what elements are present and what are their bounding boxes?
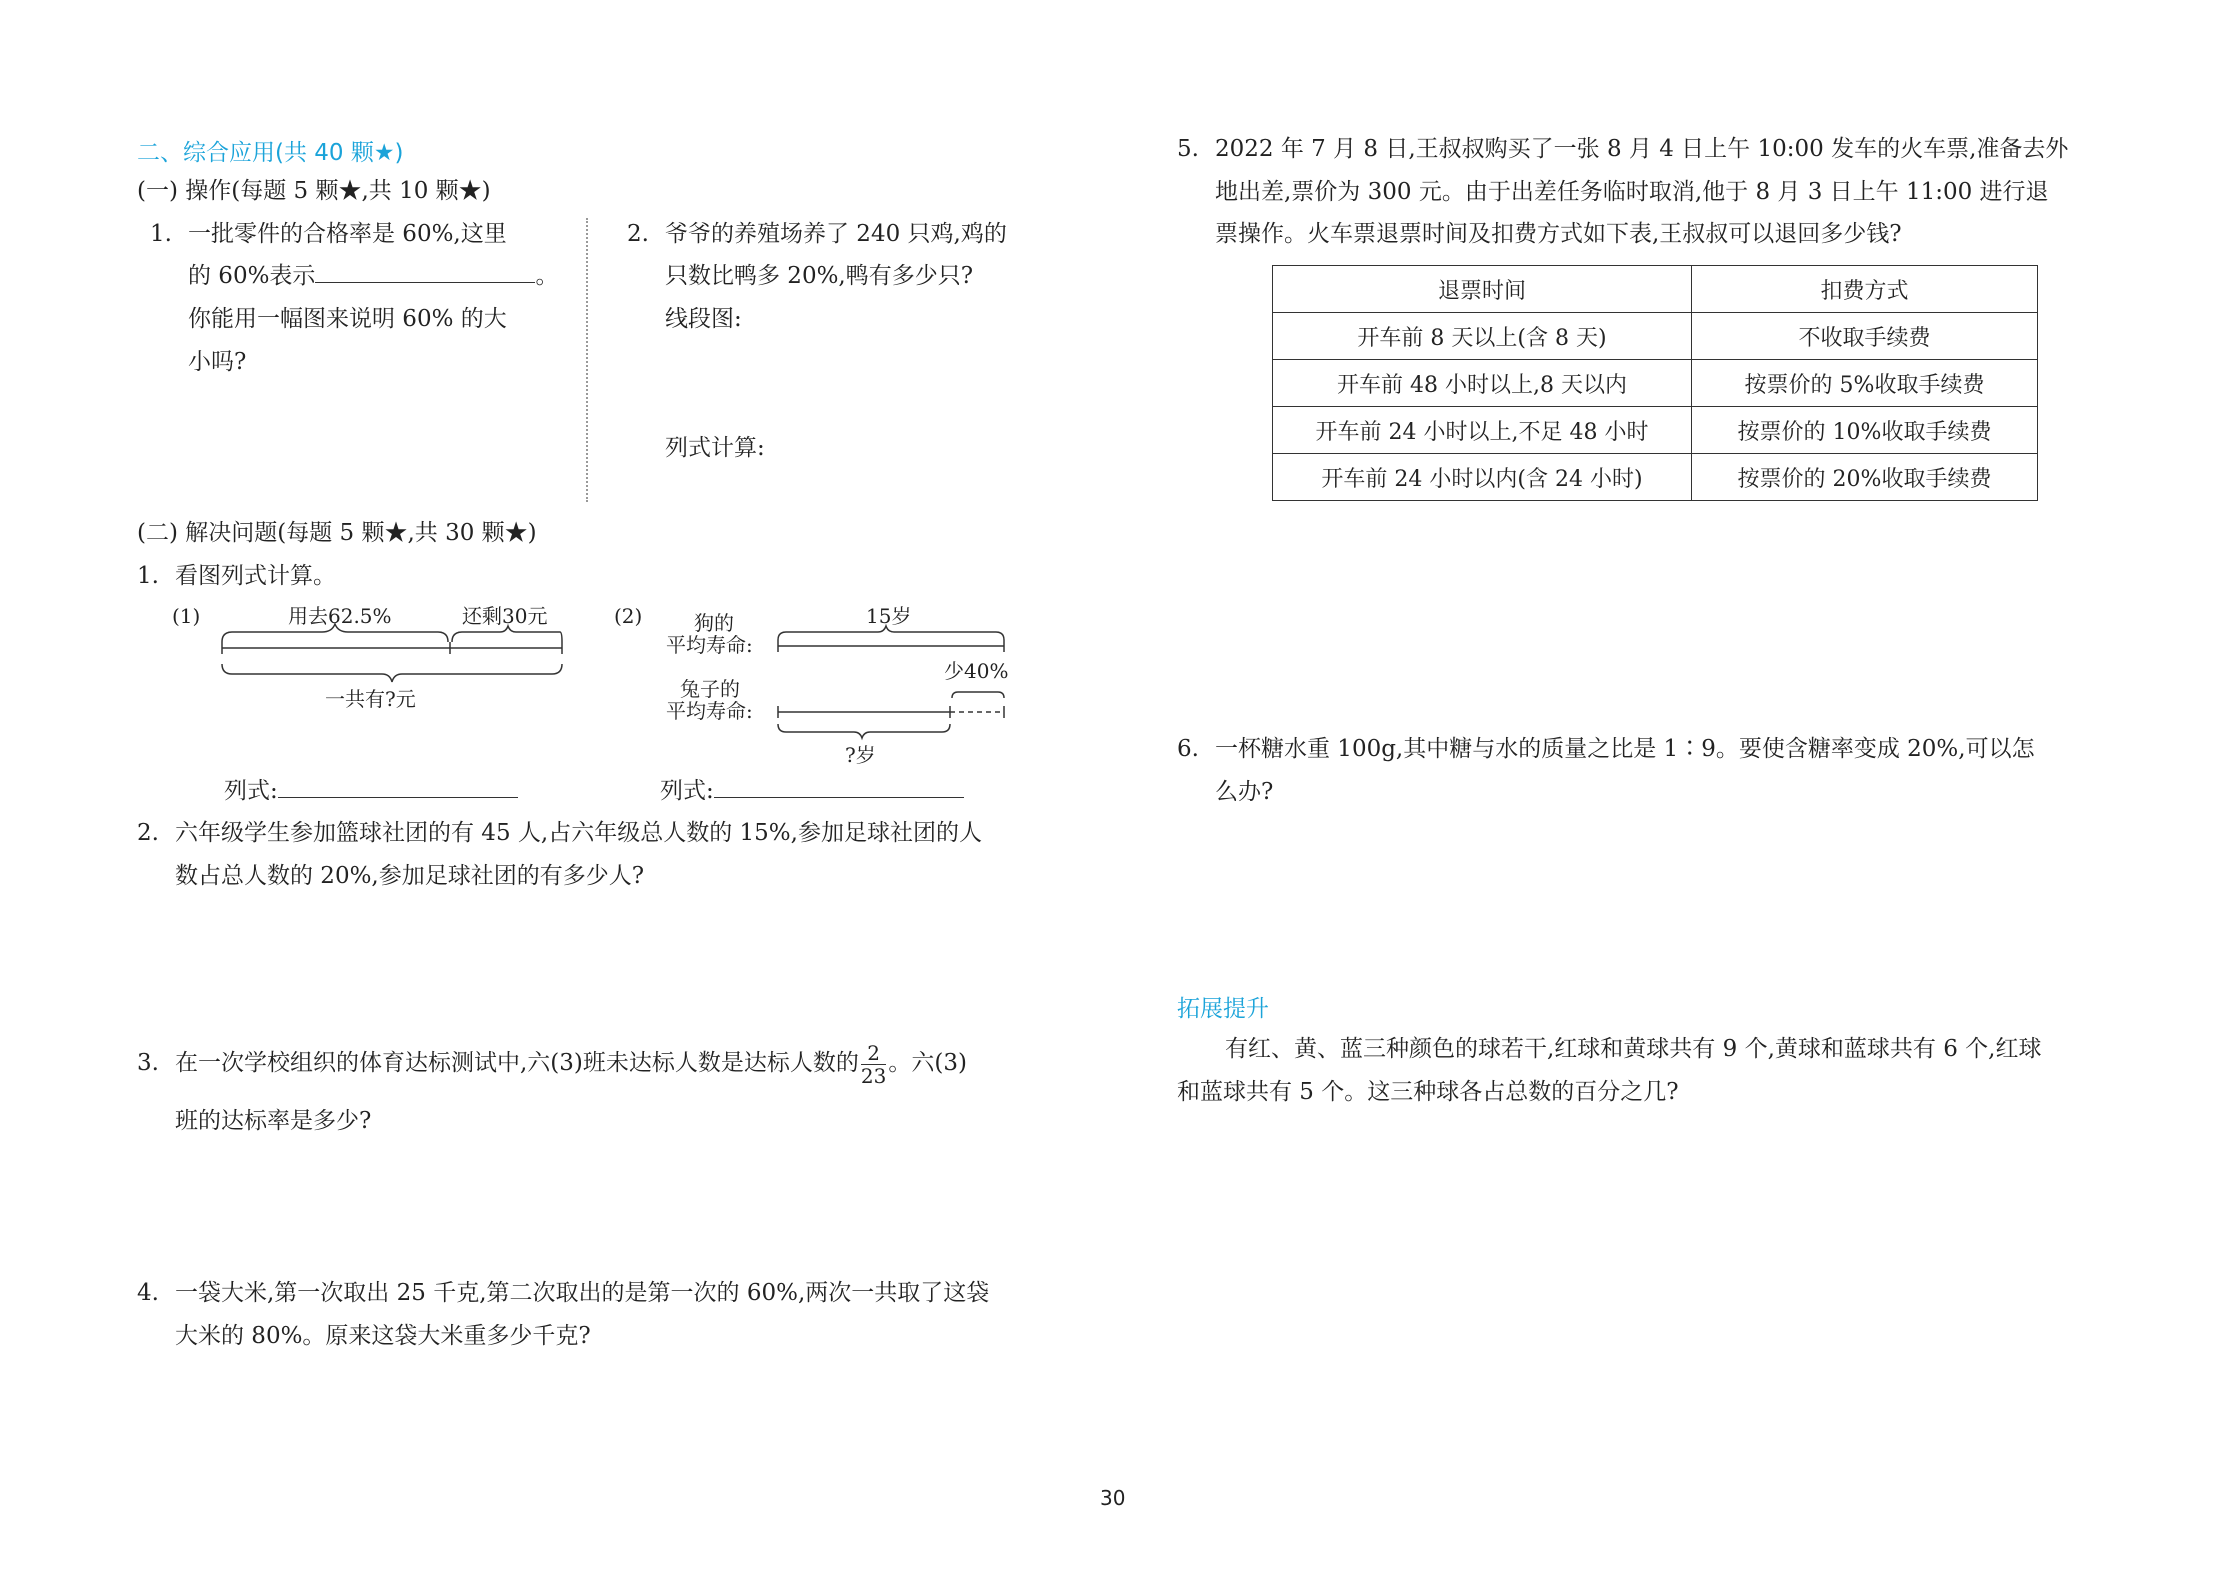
table-cell: 开车前 8 天以上(含 8 天)	[1273, 313, 1692, 360]
q1-line2-end: 。	[535, 263, 559, 289]
q2-line2: 只数比鸭多 20%,鸭有多少只?	[665, 263, 974, 289]
p5-line3: 票操作。火车票退票时间及扣费方式如下表,王叔叔可以退回多少钱?	[1215, 221, 1902, 247]
p6-line2: 么办?	[1215, 779, 1274, 805]
section-title: 二、综合应用(共 40 颗★)	[137, 140, 404, 166]
rabbit-label-2: 平均寿命:	[666, 699, 753, 723]
table-row	[1273, 360, 2038, 407]
diagram1-total-label: 一共有?元	[325, 687, 416, 711]
p5-line1: 2022 年 7 月 8 日,王叔叔购买了一张 8 月 4 日上午 10:00 发车的火车票,准备去外	[1215, 136, 2069, 162]
q2-line4: 列式计算:	[665, 435, 765, 461]
table-header-cell: 退票时间	[1273, 266, 1692, 313]
p6-number: 6.	[1177, 736, 1199, 762]
q1-line2-text: 的 60%表示	[188, 263, 316, 289]
q1-number: 1.	[150, 221, 172, 247]
fraction	[861, 1042, 886, 1087]
table-cell: 不收取手续费	[1692, 313, 2038, 360]
q2-line3: 线段图:	[665, 306, 742, 332]
brace-dog	[778, 626, 1004, 640]
ext-line2: 和蓝球共有 5 个。这三种球各占总数的百分之几?	[1177, 1079, 1679, 1105]
brace-left	[452, 626, 562, 642]
formula-label-1: 列式:	[224, 778, 278, 804]
fraction-numerator: 2	[861, 1042, 886, 1065]
table-header-row	[1273, 266, 2038, 313]
q2-number: 2.	[627, 221, 649, 247]
p3-line1-text: 在一次学校组织的体育达标测试中,六(3)班未达标人数是达标人数的	[175, 1050, 859, 1076]
q1-answer-blank[interactable]	[315, 264, 535, 283]
diagram1-left-label: 还剩30元	[462, 604, 548, 628]
table-cell: 开车前 48 小时以上,8 天以内	[1273, 360, 1692, 407]
table-cell: 按票价的 5%收取手续费	[1692, 360, 2038, 407]
formula-label-2: 列式:	[660, 778, 714, 804]
table-row	[1273, 407, 2038, 454]
brace-total	[222, 664, 562, 682]
p6-line1: 一杯糖水重 100g,其中糖与水的质量之比是 1∶9。要使含糖率变成 20%,可以怎	[1215, 736, 2035, 762]
ext-line1: 有红、黄、蓝三种颜色的球若干,红球和黄球共有 9 个,黄球和蓝球共有 6 个,红球	[1225, 1036, 2042, 1062]
extension-title: 拓展提升	[1177, 996, 1269, 1022]
brace-rabbit	[778, 724, 950, 738]
q1-line3: 你能用一幅图来说明 60% 的大	[188, 306, 507, 332]
less-label: 少40%	[944, 659, 1009, 683]
q1-line1: 一批零件的合格率是 60%,这里	[188, 221, 507, 247]
refund-fee-table	[1272, 265, 2038, 501]
brace-less	[952, 692, 1004, 698]
rabbit-label-1: 兔子的	[680, 677, 740, 701]
table-cell: 开车前 24 小时以内(含 24 小时)	[1273, 454, 1692, 501]
dog-value: 15岁	[866, 604, 912, 628]
table-cell: 开车前 24 小时以上,不足 48 小时	[1273, 407, 1692, 454]
page-number: 30	[1100, 1486, 1126, 1510]
part2-title: (二) 解决问题(每题 5 颗★,共 30 颗★)	[137, 520, 537, 546]
p4-line2: 大米的 80%。原来这袋大米重多少千克?	[175, 1323, 591, 1349]
rabbit-value: ?岁	[845, 743, 876, 767]
formula-blank-2[interactable]	[714, 779, 964, 798]
p3-line1	[175, 1037, 967, 1089]
q2-line1: 爷爷的养殖场养了 240 只鸡,鸡的	[665, 221, 1007, 247]
p2-line2: 数占总人数的 20%,参加足球社团的有多少人?	[175, 863, 645, 889]
formula-blank-1[interactable]	[278, 779, 518, 798]
diagram1-label: (1)	[172, 604, 201, 628]
p3-line2: 班的达标率是多少?	[175, 1108, 372, 1134]
diagram2-label: (2)	[614, 604, 643, 628]
p1-number: 1.	[137, 563, 159, 589]
fraction-denominator: 23	[860, 1063, 887, 1088]
table-row	[1273, 454, 2038, 501]
p5-line2: 地出差,票价为 300 元。由于出差任务临时取消,他于 8 月 3 日上午 11:00 进行退	[1215, 179, 2049, 205]
p2-number: 2.	[137, 820, 159, 846]
table-cell: 按票价的 10%收取手续费	[1692, 407, 2038, 454]
part1-title: (一) 操作(每题 5 颗★,共 10 颗★)	[137, 178, 491, 204]
table-row	[1273, 313, 2038, 360]
formula-row-1	[224, 776, 518, 806]
p1-text: 看图列式计算。	[175, 563, 336, 589]
q1-line2	[188, 261, 558, 291]
p4-number: 4.	[137, 1280, 159, 1306]
p3-number: 3.	[137, 1050, 159, 1076]
p5-number: 5.	[1177, 136, 1199, 162]
dog-label-2: 平均寿命:	[666, 633, 753, 657]
p2-line1: 六年级学生参加篮球社团的有 45 人,占六年级总人数的 15%,参加足球社团的人	[175, 820, 982, 846]
formula-row-2	[660, 776, 964, 806]
table-cell: 按票价的 20%收取手续费	[1692, 454, 2038, 501]
table-header-cell: 扣费方式	[1692, 266, 2038, 313]
p4-line1: 一袋大米,第一次取出 25 千克,第二次取出的是第一次的 60%,两次一共取了这袋	[175, 1280, 990, 1306]
p3-line1-end: 。六(3)	[888, 1050, 967, 1076]
column-divider	[586, 218, 588, 502]
diagram-2	[610, 600, 1030, 770]
diagram-1	[170, 600, 590, 725]
dog-label-1: 狗的	[694, 611, 734, 635]
q1-line4: 小吗?	[188, 349, 247, 375]
diagram1-used-label: 用去62.5%	[288, 604, 392, 628]
